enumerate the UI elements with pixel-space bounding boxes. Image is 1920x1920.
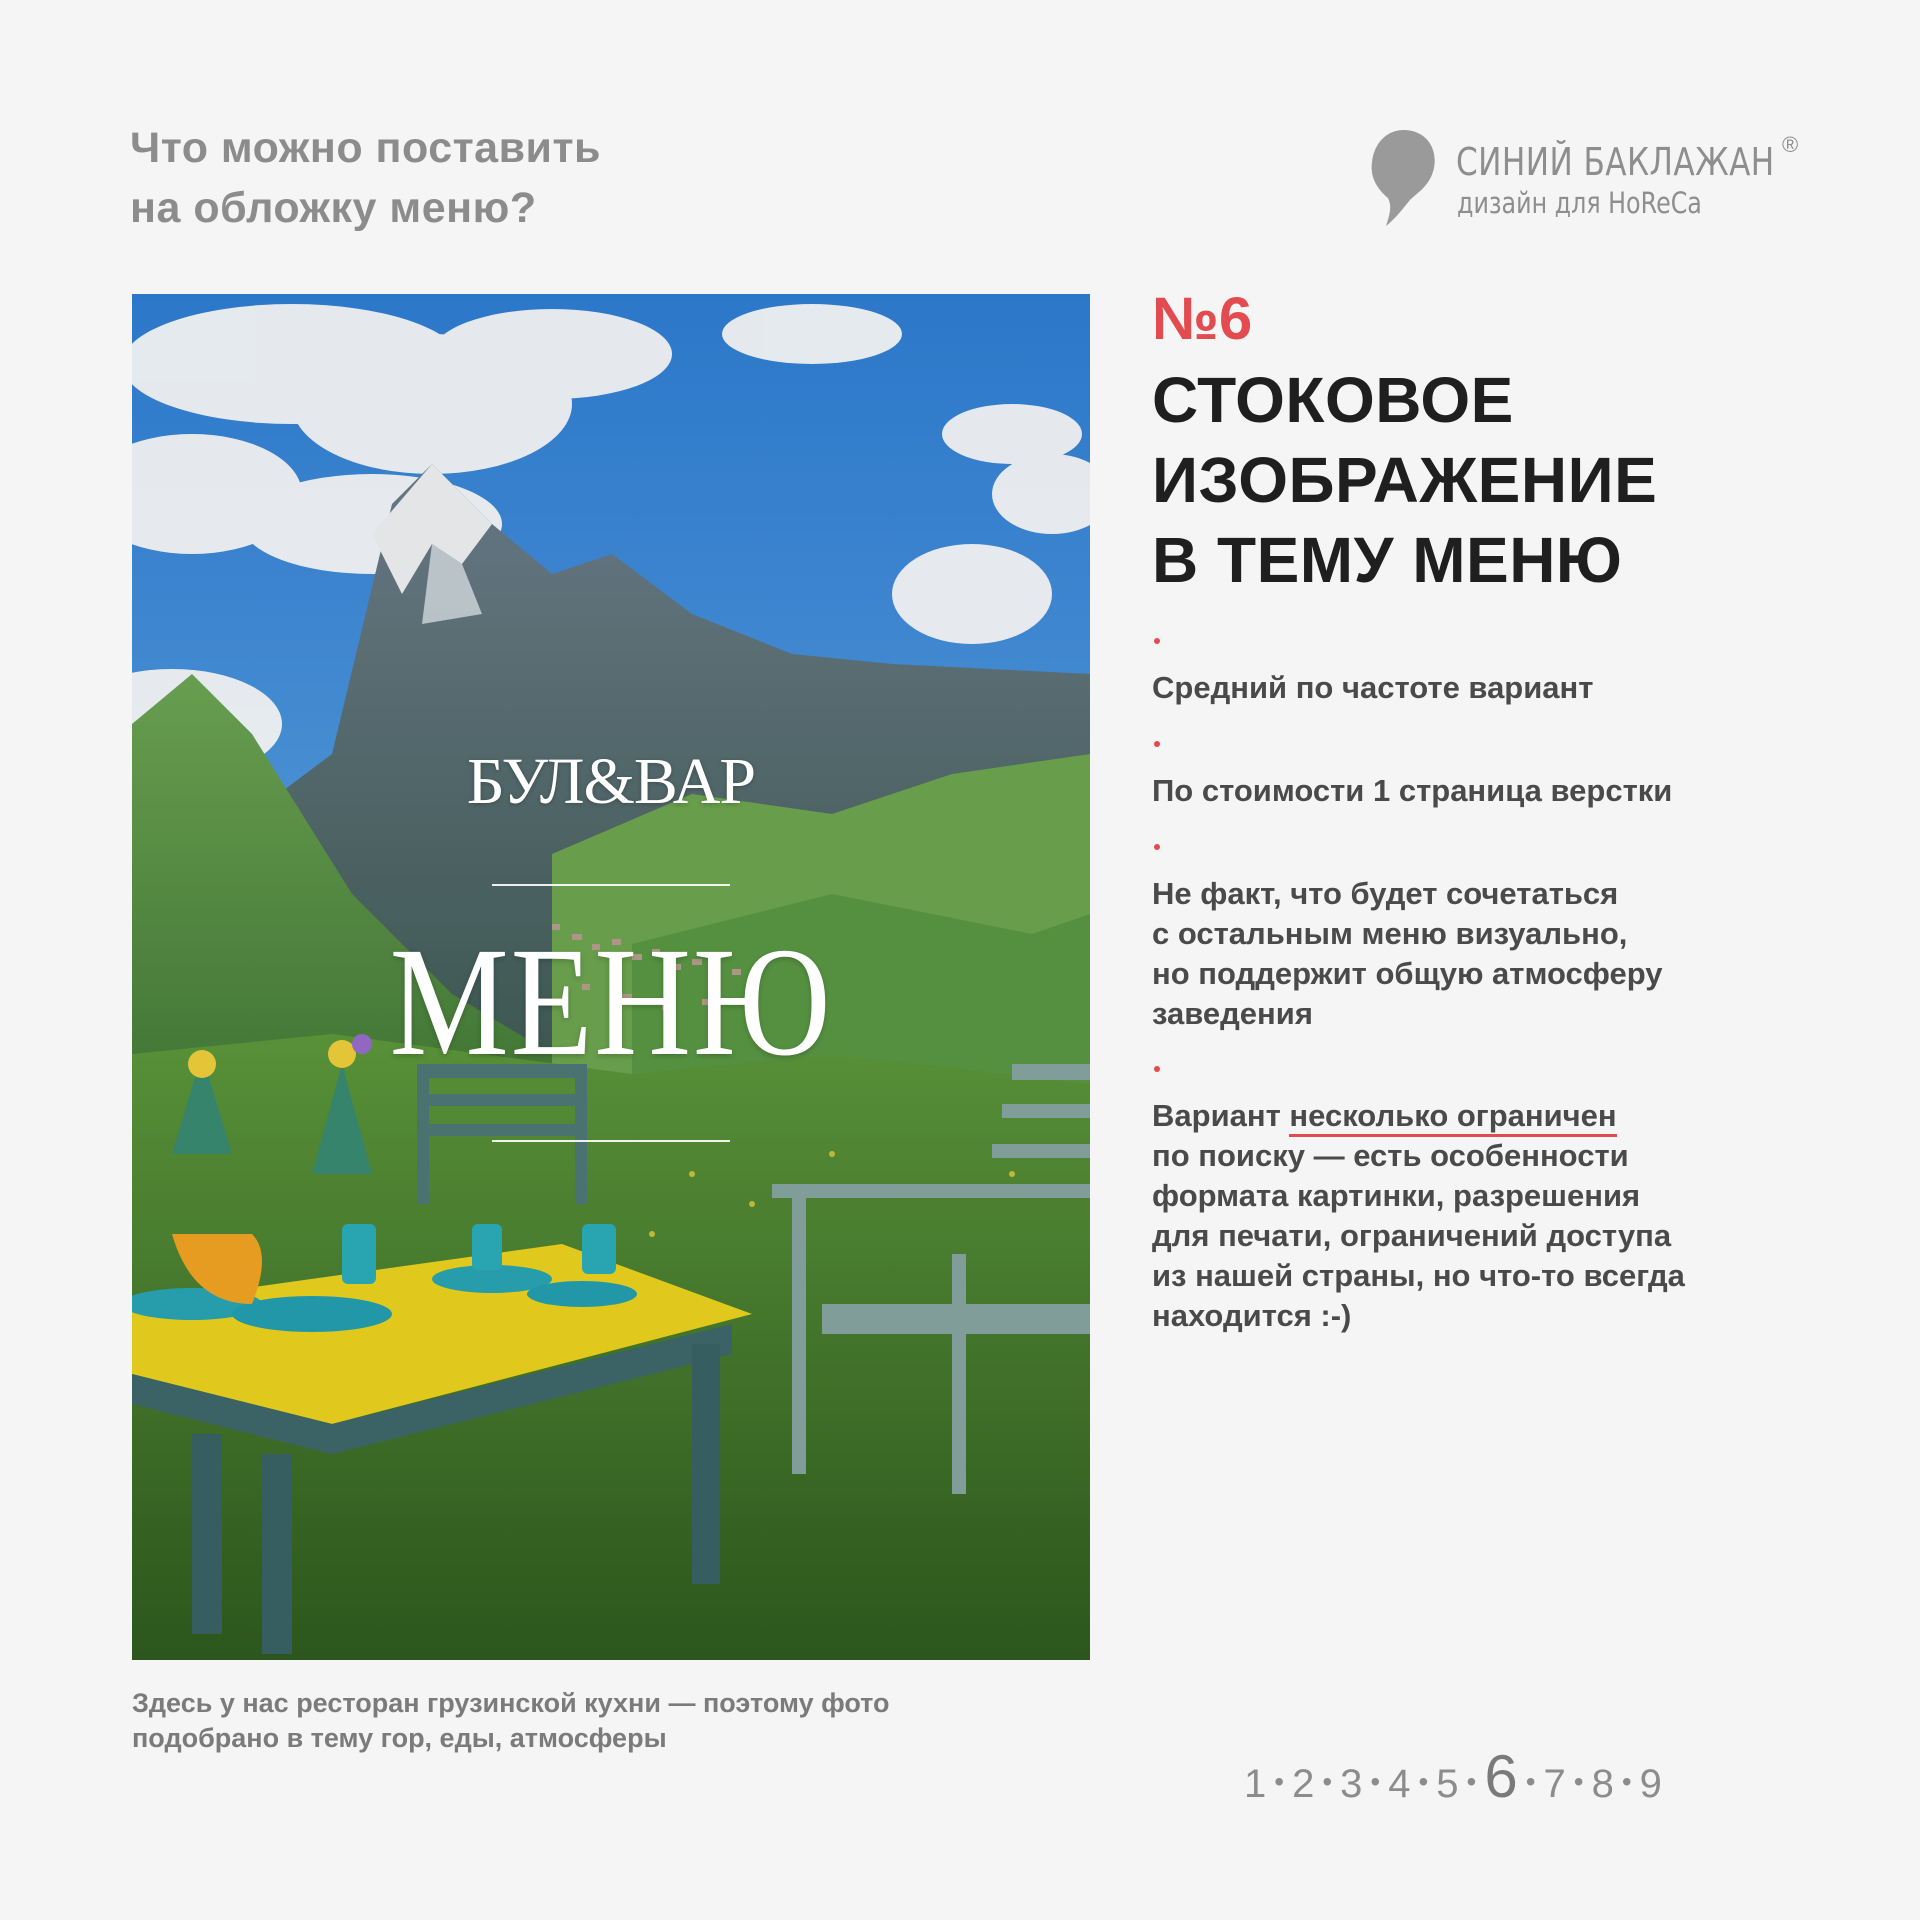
bullet-line-start: Вариант <box>1152 1098 1290 1133</box>
bullet-line: по поиску — есть особенности <box>1152 1138 1629 1173</box>
page-separator-dot: • <box>1322 1766 1333 1797</box>
heading-line-2: ИЗОБРАЖЕНИЕ <box>1152 444 1658 516</box>
page-separator-dot: • <box>1525 1766 1536 1797</box>
logo-subtitle: дизайн для HoReCa <box>1457 186 1702 220</box>
item-number: №6 <box>1152 285 1253 352</box>
bullet-line: находится :-) <box>1152 1298 1352 1333</box>
registered-mark: ® <box>1782 132 1799 157</box>
bullet-line: из нашей страны, но что-то всегда <box>1152 1258 1685 1293</box>
bullet-dot-icon <box>1154 741 1160 747</box>
cover-title: МЕНЮ <box>389 915 833 1088</box>
page-number: 8 <box>1591 1762 1614 1806</box>
brand-logo <box>1368 128 1799 228</box>
bullet-line: но поддержит общую атмосферу <box>1152 956 1663 991</box>
page-separator-dot: • <box>1466 1766 1477 1797</box>
page-number: 3 <box>1340 1762 1363 1806</box>
bullet-dot-icon <box>1154 844 1160 850</box>
page-number: 4 <box>1388 1762 1411 1806</box>
bullet-line: для печати, ограничений доступа <box>1152 1218 1672 1253</box>
bullet-line: Средний по частоте вариант <box>1152 670 1594 705</box>
eggplant-drop-icon <box>1368 128 1440 228</box>
heading-line-1: СТОКОВОЕ <box>1152 364 1514 436</box>
page-separator-dot: • <box>1573 1766 1584 1797</box>
bullet-line: По стоимости 1 страница верстки <box>1152 773 1673 808</box>
page-number: 5 <box>1436 1762 1459 1806</box>
bullet-line: заведения <box>1152 996 1313 1031</box>
heading-line-3: В ТЕМУ МЕНЮ <box>1152 524 1623 596</box>
bullet-line: Не факт, что будет сочетаться <box>1152 876 1619 911</box>
logo-name: СИНИЙ БАКЛАЖАН <box>1456 140 1775 184</box>
cover-brand-name: БУЛ&ВАР <box>466 745 756 818</box>
cover-divider-bottom <box>492 1140 730 1142</box>
page-title-line-1: Что можно поставить <box>130 124 601 172</box>
bullet-line: с остальным меню визуально, <box>1152 916 1628 951</box>
page-number: 9 <box>1639 1762 1662 1806</box>
bullet-dot-icon <box>1154 1066 1160 1072</box>
caption-line-1: Здесь у нас ресторан грузинской кухни — поэтому фото <box>132 1688 890 1718</box>
page-number-current: 6 <box>1484 1743 1518 1810</box>
page-number: 2 <box>1292 1762 1315 1806</box>
caption-line-2: подобрано в тему гор, еды, атмосферы <box>132 1723 667 1753</box>
page-indicator <box>1244 1742 1662 1810</box>
page-separator-dot: • <box>1418 1766 1429 1797</box>
page-separator-dot: • <box>1370 1766 1381 1797</box>
page-title <box>130 118 601 238</box>
underlined-phrase: несколько ограничен <box>1289 1098 1616 1137</box>
cover-caption <box>132 1686 1032 1756</box>
page-number: 7 <box>1543 1762 1566 1806</box>
item-heading <box>1152 360 1657 600</box>
menu-cover-image <box>132 294 1090 1660</box>
page-number: 1 <box>1244 1762 1267 1806</box>
bullet-line: формата картинки, разрешения <box>1152 1178 1641 1213</box>
page-separator-dot: • <box>1274 1766 1285 1797</box>
page-title-line-2: на обложку меню? <box>130 184 537 232</box>
cover-divider-top <box>492 884 730 886</box>
page-separator-dot: • <box>1621 1766 1632 1797</box>
bullet-dot-icon <box>1154 638 1160 644</box>
